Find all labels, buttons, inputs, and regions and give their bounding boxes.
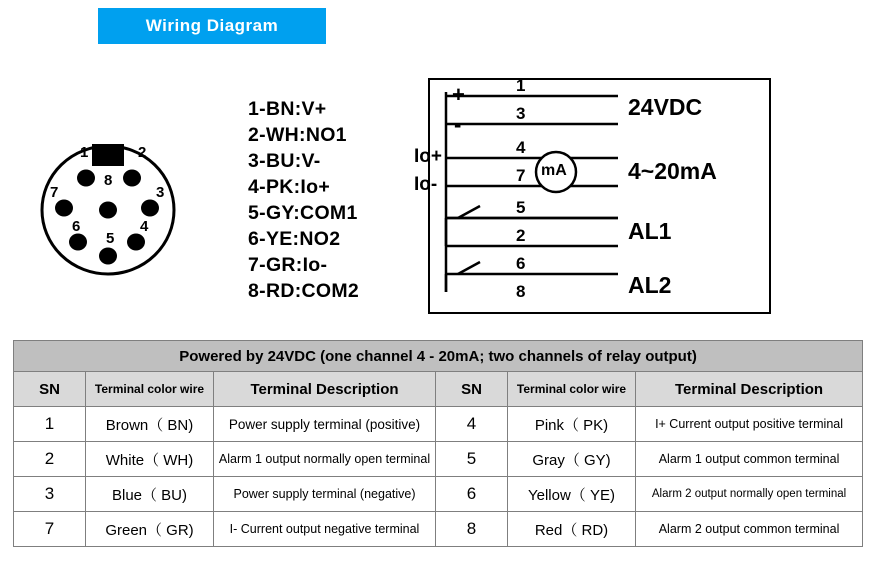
cell-desc-right: I+ Current output positive terminal <box>636 407 863 442</box>
table-header-sn-left: SN <box>14 372 86 407</box>
table-row <box>14 442 863 477</box>
pin-legend-item: 3-BU:V- <box>248 150 321 172</box>
cell-sn-right: 5 <box>436 442 508 477</box>
pin-legend-item: 5-GY:COM1 <box>248 202 358 224</box>
table-header-sn-right: SN <box>436 372 508 407</box>
connector-pin-label-7: 7 <box>50 184 59 201</box>
schematic-pin-6: 6 <box>516 254 526 273</box>
cell-color-right: Gray（ GY) <box>508 442 636 477</box>
connector-pin-label-8: 8 <box>104 172 113 189</box>
cell-sn-right: 8 <box>436 512 508 547</box>
pin-legend-item: 8-RD:COM2 <box>248 280 360 302</box>
table-row <box>14 407 863 442</box>
cell-sn-right: 6 <box>436 477 508 512</box>
connector-svg <box>28 130 198 290</box>
connector-diagram <box>28 130 198 290</box>
schematic-right-label-al2: AL2 <box>628 272 672 298</box>
connector-pin-label-3: 3 <box>156 184 165 201</box>
schematic-label-io-plus: Io+ <box>414 146 442 167</box>
terminal-table <box>13 340 863 547</box>
page-title-banner <box>98 8 326 44</box>
table-row <box>14 512 863 547</box>
schematic-svg <box>428 78 773 316</box>
cell-color-left: Green（ GR) <box>86 512 214 547</box>
schematic-pin-7: 7 <box>516 166 526 185</box>
schematic-pin-4: 4 <box>516 138 526 157</box>
cell-desc-right: Alarm 2 output common terminal <box>636 512 863 547</box>
cell-desc-left: Power supply terminal (positive) <box>214 407 436 442</box>
page-title: Wiring Diagram <box>145 16 279 35</box>
cell-color-left: Blue（ BU) <box>86 477 214 512</box>
pin-legend-item: 4-PK:Io+ <box>248 176 331 198</box>
cell-desc-left: Alarm 1 output normally open terminal <box>214 442 436 477</box>
cell-desc-left: I- Current output negative terminal <box>214 512 436 547</box>
cell-sn-left: 3 <box>14 477 86 512</box>
table-header-color-right: Terminal color wire <box>508 372 636 407</box>
schematic-pin-1: 1 <box>516 76 526 95</box>
pin-legend-item: 1-BN:V+ <box>248 98 327 120</box>
table-header-color-left: Terminal color wire <box>86 372 214 407</box>
cell-sn-left: 2 <box>14 442 86 477</box>
table-header-row <box>14 372 863 407</box>
cell-color-left: White（ WH) <box>86 442 214 477</box>
cell-desc-left: Power supply terminal (negative) <box>214 477 436 512</box>
schematic-right-label-4-20ma: 4~20mA <box>628 158 717 184</box>
schematic-pin-5: 5 <box>516 198 526 217</box>
connector-pin-label-6: 6 <box>72 218 81 235</box>
cell-sn-left: 1 <box>14 407 86 442</box>
table-header-desc-left: Terminal Description <box>214 372 436 407</box>
cell-desc-right: Alarm 1 output common terminal <box>636 442 863 477</box>
cell-color-left: Brown（ BN) <box>86 407 214 442</box>
schematic-right-label-al1: AL1 <box>628 218 672 244</box>
cell-sn-right: 4 <box>436 407 508 442</box>
cell-sn-left: 7 <box>14 512 86 547</box>
pin-legend-item: 6-YE:NO2 <box>248 228 341 250</box>
cell-color-right: Yellow（ YE) <box>508 477 636 512</box>
table-row <box>14 477 863 512</box>
schematic-label-io-minus: Io- <box>414 174 438 195</box>
pin-legend-list <box>248 96 418 304</box>
schematic-right-label-24vdc: 24VDC <box>628 94 703 120</box>
table-header-desc-right: Terminal Description <box>636 372 863 407</box>
schematic-pin-3: 3 <box>516 104 526 123</box>
cell-color-right: Red（ RD) <box>508 512 636 547</box>
table-caption: Powered by 24VDC (one channel 4 - 20mA; two channels of relay output) <box>14 341 863 372</box>
schematic-label-minus: - <box>454 112 462 137</box>
schematic-label-plus: + <box>452 82 465 107</box>
connector-pin-label-2: 2 <box>138 144 147 161</box>
cell-desc-right: Alarm 2 output normally open terminal <box>636 477 863 512</box>
connector-pin-label-1: 1 <box>80 144 89 161</box>
schematic-pin-8: 8 <box>516 282 526 301</box>
schematic-pin-2: 2 <box>516 226 526 245</box>
terminal-table-wrap <box>13 340 862 547</box>
table-caption-row <box>14 341 863 372</box>
pin-legend-item: 2-WH:NO1 <box>248 124 347 146</box>
cell-color-right: Pink（ PK) <box>508 407 636 442</box>
connector-pin-label-4: 4 <box>140 218 149 235</box>
connector-pin-label-5: 5 <box>106 230 115 247</box>
terminal-schematic <box>414 76 773 316</box>
pin-legend-item: 7-GR:Io- <box>248 254 328 276</box>
schematic-meter-label: mA <box>541 162 567 179</box>
